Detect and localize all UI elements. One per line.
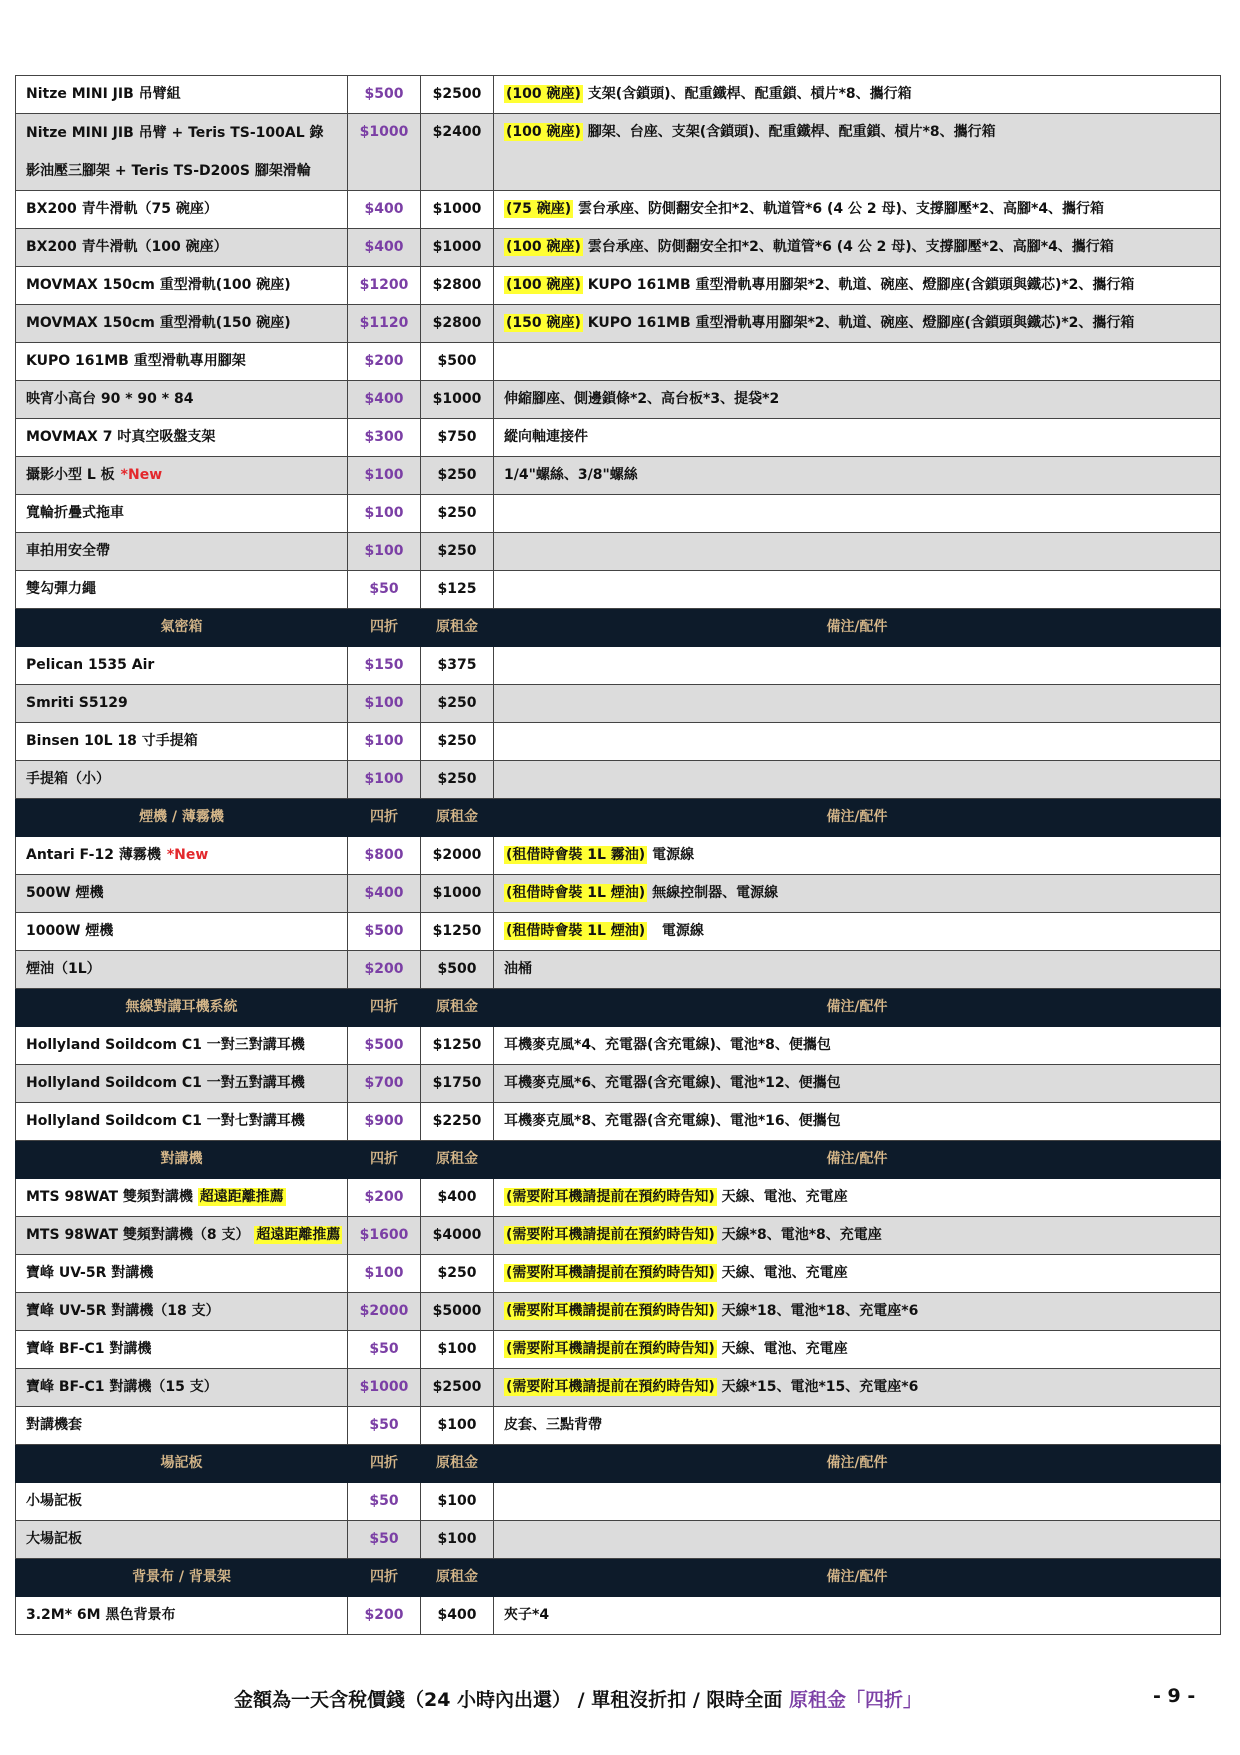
discount-price: $100 [348,723,421,761]
table-row [16,457,1221,495]
original-price: $100 [421,1407,494,1445]
note-highlight: (100 碗座) [506,86,581,102]
note-text: 電源線 [647,923,704,939]
item-name-text: 3.2M* 6M 黑色背景布 [26,1607,176,1623]
note-text: 無線控制器、電源線 [647,885,779,901]
original-price: $1250 [421,913,494,951]
item-name-text: BX200 青牛滑軌（100 碗座） [26,239,228,255]
original-price: $2500 [421,76,494,114]
column-header-discount: 四折 [348,799,421,837]
note-text: 皮套、三點背帶 [504,1417,602,1433]
item-notes [494,913,1221,951]
column-header-original: 原租金 [421,799,494,837]
item-notes [494,1065,1221,1103]
item-name-text: 煙油（1L） [26,961,101,977]
table-row [16,1065,1221,1103]
item-name [16,1483,348,1521]
item-name [16,913,348,951]
discount-price: $200 [348,1597,421,1635]
table-row [16,419,1221,457]
note-text: 電源線 [647,847,695,863]
column-header-discount: 四折 [348,609,421,647]
discount-price: $1120 [348,305,421,343]
table-row [16,685,1221,723]
recommend-highlight: 超遠距離推薦 [199,1189,284,1205]
table-row [16,837,1221,875]
note-text: 天線、電池、充電座 [716,1341,848,1357]
original-price: $100 [421,1331,494,1369]
table-row [16,1597,1221,1635]
item-name [16,1293,348,1331]
item-notes [494,533,1221,571]
item-name [16,457,348,495]
section-title: 無線對講耳機系統 [16,989,348,1027]
note-text: 耳機麥克風*4、充電器(含充電線)、電池*8、便攜包 [504,1037,831,1053]
item-notes [494,229,1221,267]
note-text: 天線*15、電池*15、充電座*6 [716,1379,919,1395]
table-row [16,1369,1221,1407]
discount-price: $100 [348,495,421,533]
item-notes [494,571,1221,609]
item-notes [494,495,1221,533]
column-header-notes: 備注/配件 [494,609,1221,647]
note-text: 天線、電池、充電座 [716,1265,848,1281]
item-notes [494,685,1221,723]
item-notes [494,837,1221,875]
item-name-text: Pelican 1535 Air [26,657,155,673]
column-header-discount: 四折 [348,1559,421,1597]
new-badge: *New [166,847,209,863]
table-row [16,267,1221,305]
item-name [16,647,348,685]
original-price: $400 [421,1179,494,1217]
item-notes [494,305,1221,343]
item-name-text: BX200 青牛滑軌（75 碗座） [26,201,218,217]
item-name-text: 寶峰 UV-5R 對講機 [26,1265,154,1281]
item-name [16,875,348,913]
item-notes [494,1407,1221,1445]
item-name [16,1369,348,1407]
note-text: 縱向軸連接件 [504,429,588,445]
discount-price: $200 [348,951,421,989]
item-name [16,1065,348,1103]
footer-text [234,1685,922,1712]
original-price: $1750 [421,1065,494,1103]
table-row [16,1521,1221,1559]
item-notes [494,1521,1221,1559]
column-header-original: 原租金 [421,1141,494,1179]
original-price: $250 [421,685,494,723]
note-highlight: (150 碗座) [506,315,581,331]
section-header-row [16,799,1221,837]
table-row [16,951,1221,989]
item-name [16,495,348,533]
table-row [16,191,1221,229]
original-price: $2500 [421,1369,494,1407]
section-title: 背景布 / 背景架 [16,1559,348,1597]
item-name-text: MTS 98WAT 雙頻對講機 [26,1189,193,1205]
note-text: 雲台承座、防側翻安全扣*2、軌道管*6 (4 公 2 母)、支撐腳壓*2、高腳*4、攜行箱 [573,201,1105,217]
item-name-text: 寶峰 UV-5R 對講機（18 支） [26,1303,220,1319]
original-price: $1250 [421,1027,494,1065]
note-highlight: (需要附耳機請提前在預約時告知) [506,1265,715,1281]
note-text: 1/4"螺絲、3/8"螺絲 [504,467,638,483]
note-highlight: (100 碗座) [506,124,581,140]
table-row [16,761,1221,799]
item-name [16,191,348,229]
item-notes [494,1179,1221,1217]
table-row [16,305,1221,343]
item-name-text: MOVMAX 7 吋真空吸盤支架 [26,429,216,445]
discount-price: $200 [348,343,421,381]
item-name-text: MTS 98WAT 雙頻對講機（8 支） [26,1227,250,1243]
item-name [16,1217,348,1255]
table-row [16,723,1221,761]
column-header-discount: 四折 [348,1141,421,1179]
table-row [16,381,1221,419]
discount-price: $100 [348,1255,421,1293]
item-name [16,419,348,457]
column-header-notes: 備注/配件 [494,1445,1221,1483]
original-price: $400 [421,1597,494,1635]
item-name [16,114,348,191]
table-row [16,1179,1221,1217]
item-name [16,951,348,989]
section-header-row [16,989,1221,1027]
item-notes [494,1103,1221,1141]
item-notes [494,1217,1221,1255]
table-row [16,533,1221,571]
original-price: $250 [421,495,494,533]
item-name-text: 車拍用安全帶 [26,543,110,559]
item-name [16,1255,348,1293]
table-row [16,1293,1221,1331]
item-name-text: 雙勾彈力繩 [26,581,96,597]
note-highlight: (需要附耳機請提前在預約時告知) [506,1303,715,1319]
item-notes [494,1255,1221,1293]
page-footer [0,1677,1240,1717]
item-name-text: 手提箱（小） [26,771,110,787]
note-text: 支架(含鎖頭)、配重鐵桿、配重鎖、槓片*8、攜行箱 [582,86,912,102]
discount-price: $300 [348,419,421,457]
discount-price: $700 [348,1065,421,1103]
note-text: 耳機麥克風*8、充電器(含充電線)、電池*16、便攜包 [504,1113,841,1129]
table-row [16,495,1221,533]
discount-price: $50 [348,1521,421,1559]
original-price: $100 [421,1521,494,1559]
original-price: $1000 [421,875,494,913]
table-row [16,1103,1221,1141]
original-price: $375 [421,647,494,685]
item-notes [494,951,1221,989]
note-text: 天線、電池、充電座 [716,1189,848,1205]
original-price: $2400 [421,114,494,191]
table-row [16,343,1221,381]
item-name [16,267,348,305]
column-header-original: 原租金 [421,1559,494,1597]
table-row [16,1217,1221,1255]
item-name-text: Smriti S5129 [26,695,128,711]
item-name [16,1103,348,1141]
discount-price: $1600 [348,1217,421,1255]
item-name [16,723,348,761]
original-price: $250 [421,761,494,799]
section-title: 對講機 [16,1141,348,1179]
table-row [16,1027,1221,1065]
note-highlight: (租借時會裝 1L 霧油) [506,847,646,863]
note-highlight: (75 碗座) [506,201,572,217]
recommend-highlight: 超遠距離推薦 [256,1227,341,1243]
original-price: $5000 [421,1293,494,1331]
discount-price: $400 [348,191,421,229]
column-header-original: 原租金 [421,989,494,1027]
note-highlight: (100 碗座) [506,277,581,293]
section-title: 煙機 / 薄霧機 [16,799,348,837]
discount-price: $50 [348,1407,421,1445]
new-badge: *New [120,467,163,483]
discount-price: $100 [348,457,421,495]
item-name-text: Nitze MINI JIB 吊臂組 [26,86,181,102]
note-text: 耳機麥克風*6、充電器(含充電線)、電池*12、便攜包 [504,1075,841,1091]
item-notes [494,114,1221,191]
column-header-notes: 備注/配件 [494,1141,1221,1179]
original-price: $250 [421,1255,494,1293]
item-name [16,1027,348,1065]
table-row [16,647,1221,685]
table-row [16,1407,1221,1445]
item-name-text: 攝影小型 L 板 [26,467,115,483]
note-text: KUPO 161MB 重型滑軌專用腳架*2、軌道、碗座、燈腳座(含鎖頭與鐵芯)*2、攜行箱 [582,277,1135,293]
original-price: $500 [421,951,494,989]
original-price: $4000 [421,1217,494,1255]
note-highlight: (需要附耳機請提前在預約時告知) [506,1379,715,1395]
discount-price: $500 [348,1027,421,1065]
table-row [16,1331,1221,1369]
item-notes [494,381,1221,419]
note-text: 天線*8、電池*8、充電座 [716,1227,882,1243]
table-row [16,1255,1221,1293]
discount-price: $100 [348,533,421,571]
item-notes [494,1483,1221,1521]
item-name-text: 寬輪折疊式拖車 [26,505,124,521]
item-name [16,343,348,381]
note-text: 腳架、台座、支架(含鎖頭)、配重鐵桿、配重鎖、槓片*8、攜行箱 [582,124,996,140]
item-name-text: Binsen 10L 18 寸手提箱 [26,733,198,749]
footer-terms: 金額為一天含稅價錢（24 小時內出還） / 單租沒折扣 / 限時全面 [234,1689,790,1711]
item-notes [494,761,1221,799]
note-text: 油桶 [504,961,532,977]
item-notes [494,1293,1221,1331]
discount-price: $150 [348,647,421,685]
item-notes [494,457,1221,495]
section-header-row [16,1559,1221,1597]
item-name-text: 映宵小高台 90 * 90 * 84 [26,391,194,407]
item-notes [494,191,1221,229]
original-price: $250 [421,457,494,495]
column-header-notes: 備注/配件 [494,1559,1221,1597]
note-text: KUPO 161MB 重型滑軌專用腳架*2、軌道、碗座、燈腳座(含鎖頭與鐵芯)*2、攜行箱 [582,315,1135,331]
original-price: $500 [421,343,494,381]
original-price: $750 [421,419,494,457]
discount-price: $100 [348,761,421,799]
item-notes [494,1597,1221,1635]
item-name-text: Hollyland Soildcom C1 一對三對講耳機 [26,1037,305,1053]
original-price: $2800 [421,305,494,343]
item-name-text: 大場記板 [26,1531,82,1547]
item-name [16,229,348,267]
table-row [16,229,1221,267]
section-title: 場記板 [16,1445,348,1483]
discount-price: $2000 [348,1293,421,1331]
original-price: $250 [421,533,494,571]
item-name-text: Hollyland Soildcom C1 一對七對講耳機 [26,1113,305,1129]
column-header-notes: 備注/配件 [494,989,1221,1027]
original-price: $1000 [421,191,494,229]
item-name [16,533,348,571]
discount-price: $400 [348,875,421,913]
note-highlight: (租借時會裝 1L 煙油) [506,885,646,901]
page-number: - 9 - [1153,1685,1196,1707]
note-highlight: (需要附耳機請提前在預約時告知) [506,1227,715,1243]
section-header-row [16,1445,1221,1483]
item-name [16,685,348,723]
table-row [16,913,1221,951]
original-price: $1000 [421,381,494,419]
note-highlight: (100 碗座) [506,239,581,255]
item-name [16,571,348,609]
item-name [16,837,348,875]
item-notes [494,76,1221,114]
section-header-row [16,609,1221,647]
item-name-text: MOVMAX 150cm 重型滑軌(150 碗座) [26,315,291,331]
table-row [16,571,1221,609]
discount-price: $200 [348,1179,421,1217]
discount-price: $1000 [348,114,421,191]
original-price: $2250 [421,1103,494,1141]
discount-price: $400 [348,229,421,267]
original-price: $250 [421,723,494,761]
item-name-text: 1000W 煙機 [26,923,114,939]
item-notes [494,419,1221,457]
section-header-row [16,1141,1221,1179]
note-highlight: (需要附耳機請提前在預約時告知) [506,1341,715,1357]
discount-price: $1000 [348,1369,421,1407]
discount-price: $500 [348,76,421,114]
discount-price: $50 [348,1331,421,1369]
item-name-text: 寶峰 BF-C1 對講機（15 支） [26,1379,218,1395]
item-name-text: KUPO 161MB 重型滑軌專用腳架 [26,353,246,369]
item-name [16,76,348,114]
item-name [16,305,348,343]
item-notes [494,647,1221,685]
item-name-text: 500W 煙機 [26,885,104,901]
rental-price-table-body [16,76,1221,1635]
original-price: $100 [421,1483,494,1521]
column-header-discount: 四折 [348,989,421,1027]
item-name-text: 對講機套 [26,1417,82,1433]
item-name [16,1407,348,1445]
footer-discount-accent: 原租金「四折」 [789,1689,923,1711]
item-notes [494,343,1221,381]
table-row [16,114,1221,191]
table-row [16,1483,1221,1521]
discount-price: $400 [348,381,421,419]
original-price: $2000 [421,837,494,875]
item-name-text: 寶峰 BF-C1 對講機 [26,1341,152,1357]
discount-price: $500 [348,913,421,951]
table-row [16,76,1221,114]
table-row [16,875,1221,913]
discount-price: $50 [348,1483,421,1521]
item-name [16,1179,348,1217]
item-name-text: MOVMAX 150cm 重型滑軌(100 碗座) [26,277,291,293]
item-notes [494,723,1221,761]
discount-price: $50 [348,571,421,609]
note-text: 雲台承座、防側翻安全扣*2、軌道管*6 (4 公 2 母)、支撐腳壓*2、高腳*4、攜行箱 [582,239,1114,255]
item-notes [494,875,1221,913]
item-notes [494,267,1221,305]
column-header-notes: 備注/配件 [494,799,1221,837]
column-header-discount: 四折 [348,1445,421,1483]
item-notes [494,1027,1221,1065]
section-title: 氣密箱 [16,609,348,647]
item-name-text: Antari F-12 薄霧機 [26,847,161,863]
discount-price: $100 [348,685,421,723]
note-text: 伸縮腳座、側邊鎖條*2、高台板*3、提袋*2 [504,391,780,407]
item-notes [494,1331,1221,1369]
discount-price: $800 [348,837,421,875]
item-name [16,1521,348,1559]
column-header-original: 原租金 [421,1445,494,1483]
discount-price: $1200 [348,267,421,305]
rental-price-table [15,75,1221,1635]
item-name [16,1597,348,1635]
item-name [16,1331,348,1369]
original-price: $1000 [421,229,494,267]
note-text: 天線*18、電池*18、充電座*6 [716,1303,919,1319]
item-name-text: Hollyland Soildcom C1 一對五對講耳機 [26,1075,305,1091]
item-notes [494,1369,1221,1407]
note-highlight: (需要附耳機請提前在預約時告知) [506,1189,715,1205]
item-name [16,381,348,419]
note-highlight: (租借時會裝 1L 煙油) [506,923,646,939]
column-header-original: 原租金 [421,609,494,647]
discount-price: $900 [348,1103,421,1141]
original-price: $125 [421,571,494,609]
note-text: 夾子*4 [504,1607,550,1623]
item-name-text: Nitze MINI JIB 吊臂 + Teris TS-100AL 錄影油壓三腳架 + Teris TS-D200S 腳架滑輪 [26,125,324,179]
item-name-text: 小場記板 [26,1493,82,1509]
original-price: $2800 [421,267,494,305]
item-name [16,761,348,799]
